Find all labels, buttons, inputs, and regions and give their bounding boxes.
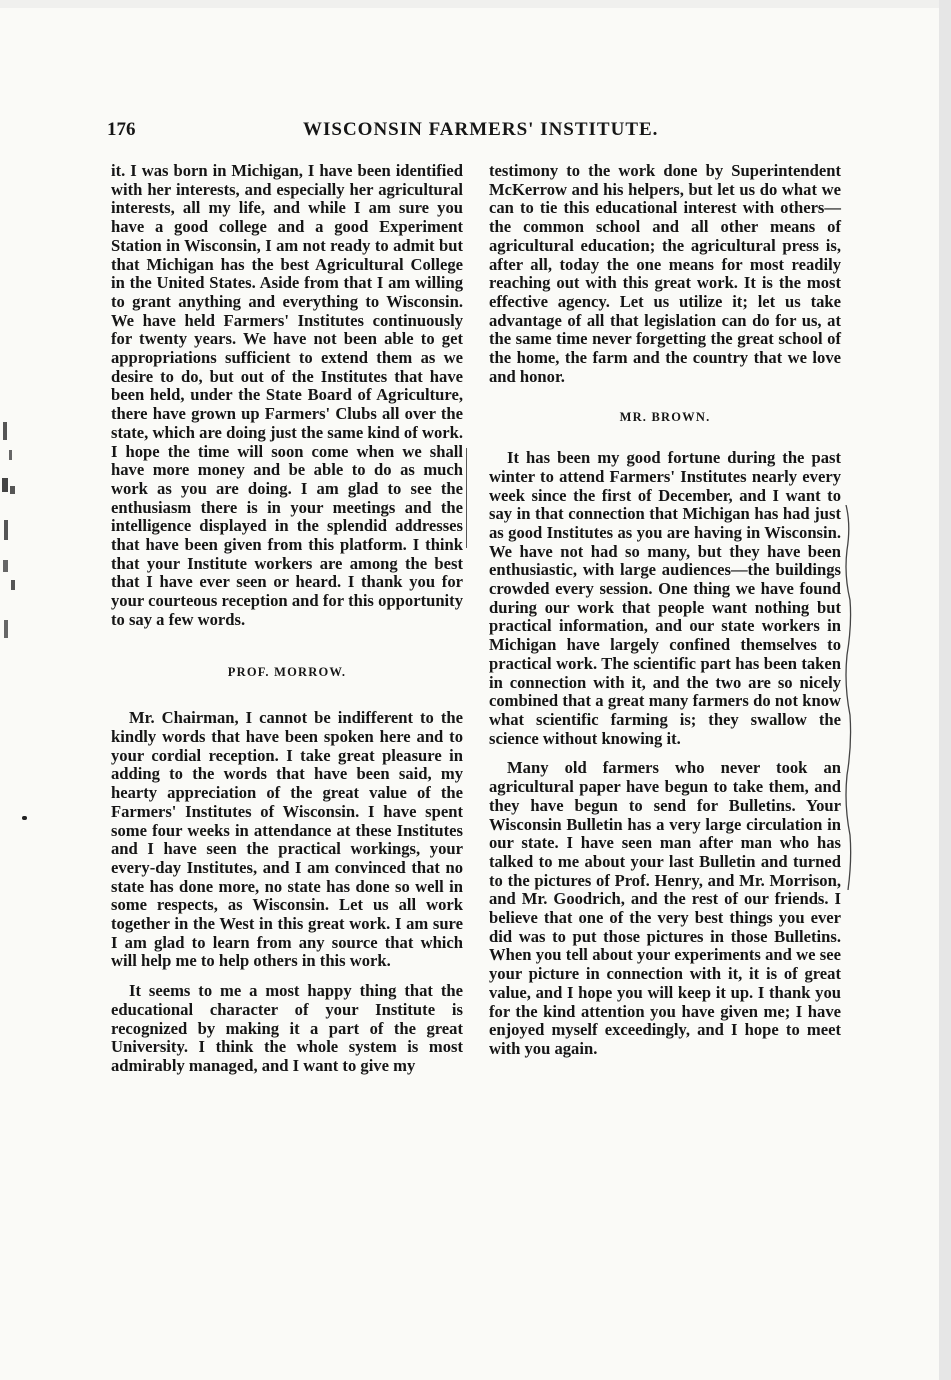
page-top-edge: [0, 0, 951, 8]
stray-dot-mark: [22, 816, 27, 820]
section-heading-mr-brown: MR. BROWN.: [619, 410, 711, 425]
right-column: [489, 162, 841, 1059]
running-title: WISCONSIN FARMERS' INSTITUTE.: [303, 119, 659, 140]
right-paragraph-1: testimony to the work done by Superintendent McKerrow and his helpers, but let us do what we can to tie this educational interest with others—the common school and all other means of agricultural education; the agricultural press is, after all, today the one means for most readily reaching out with this great work. It is the most effective agency. Let us utilize it; let us take advantage of all that legislation can do for us, at the same time never forgetting the great school of the home, the farm and the country that we love and honor.: [489, 161, 841, 386]
page-right-edge: [939, 0, 951, 1380]
margin-bracket-left: [466, 448, 470, 548]
section-heading-prof-morrow: PROF. MORROW.: [227, 664, 347, 679]
left-column: [111, 162, 463, 1076]
left-paragraph-3: It seems to me a most happy thing that the educational character of your Institute is recognized by making it a part of the great University. I think the whole system is most admirably managed, and I want to give my: [111, 981, 463, 1075]
right-paragraph-2: It has been my good fortune during the past winter to attend Farmers' Institutes nearly every week since the first of December, and I want to say in that connection that Michigan has had just as good Institutes as you are having in Wisconsin. We have not had so many, but they have been enthusiastic, with large audiences—the buildings crowded every session. One thing we have found during our work that people want nothing but practical information, and our state workers in Michigan have largely confined themselves to practical work. The scientific part has been taken in connection with it, and the two are so nicely combined that a great many farmers do not know what scientific farming is; they swallow the science without knowing it.: [489, 448, 841, 748]
right-paragraph-3: Many old farmers who never took an agricultural paper have begun to take them, and they have begun to send for Bulletins. Your Wisconsin Bulletin has a very large circulation in our state. I have seen man after man who has talked to me about your last Bulletin and turned to the pictures of Prof. Henry, and Mr. Morrison, and Mr. Goodrich, and the rest of our friends. I believe that one of the very best things you ever did was to put those pictures in those Bulletins. When you tell about your experiments and we see your picture in connection with it, it is of great value, and I hope you will keep it up. I thank you for the kind attention you have given me; I have enjoyed myself exceedingly, and I hope to meet with you again.: [489, 758, 841, 1058]
page-header: [107, 113, 867, 143]
page-number: 176: [107, 119, 136, 140]
margin-bracket-right: [844, 505, 852, 890]
left-paragraph-1: it. I was born in Michigan, I have been identified with her interests, and especially her agricultural interests, all my life, and while I am sure you have a good college and a good Experiment Station in Wisconsin, I am not ready to admit but that Michigan has the best Agricultural College in the United States. Aside from that I am willing to grant anything and everything to Wisconsin. We have held Farmers' Institutes continuously for twenty years. We have not been able to get appropriations sufficient to extend them as we desire to do, but out of the Institutes that have been held, under the State Board of Agriculture, there have grown up Farmers' Clubs all over the state, which are doing just the same kind of work. I hope the time will soon come when we shall have more money and be able to do as much work as you are doing. I am glad to see the enthusiasm there is in your meetings and the intelligence displayed in the splendid addresses that have been given from this platform. I think that your Institute workers are among the best that I have ever seen or heard. I thank you for your courteous reception and for this opportunity to say a few words.: [111, 161, 463, 629]
left-paragraph-2: Mr. Chairman, I cannot be indifferent to the kindly words that have been spoken here and to your cordial reception. I take great pleasure in adding to the words that have been said, my hearty appreciation of the great value of the Farmers' Institutes of Wisconsin. I have spent some four weeks in attendance at these Institutes and I have seen the practical workings, your every-day Institutes, and I am convinced that no state has done more, no state has done so well in some respects, as Wisconsin. Let us all work together in the West in this great work. I am sure I am glad to learn from any source that which will help me to help others in this work.: [111, 708, 463, 971]
left-margin-bleed-marks: [0, 420, 18, 650]
